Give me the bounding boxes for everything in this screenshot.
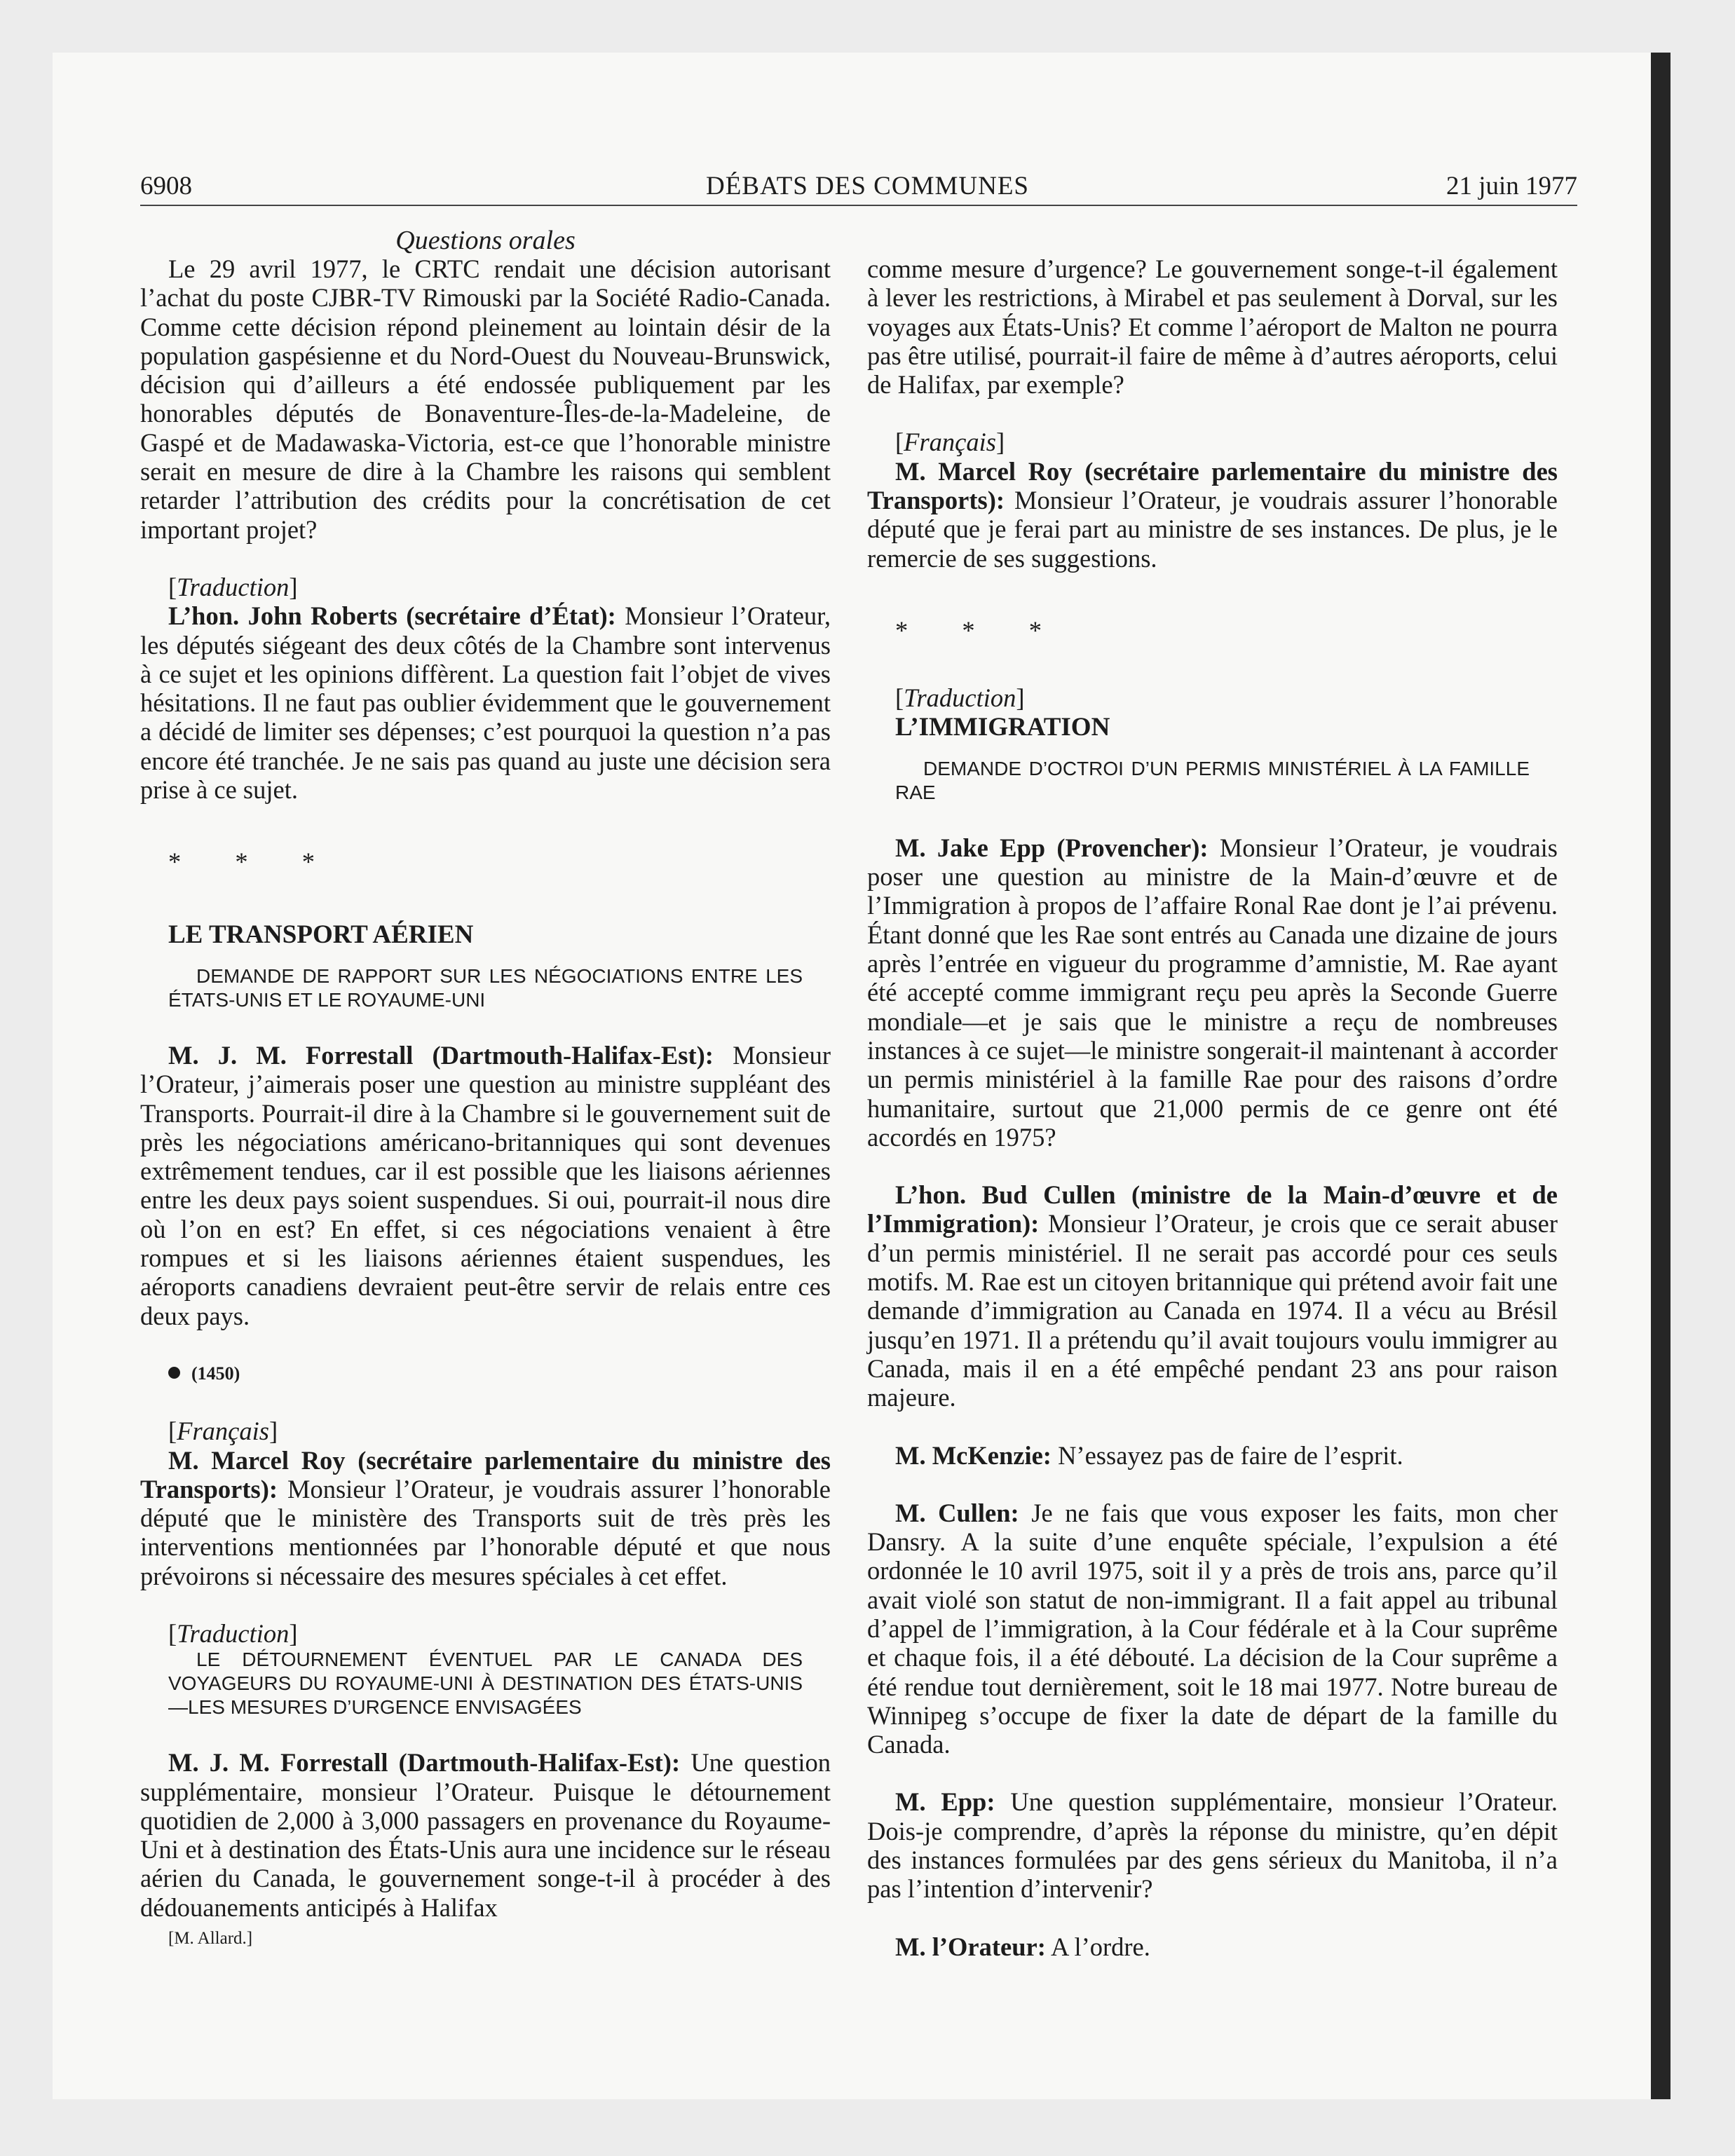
speech: M. J. M. Forrestall (Dartmouth-Halifax-Est): Une question supplémentaire, monsieur l’Orateur. Puisque le détournement quotidien de 2,000 à 3,000 passagers en provenance du Royaume-Uni et à destination des États-Unis aura une incidence sur le réseau aérien du Canada, le gouvernement songe-t-il à procéder à des dédouanements anticipés à Halifax (140, 1748, 831, 1922)
publication-title: DÉBATS DES COMMUNES (705, 172, 1029, 200)
speech: L’hon. John Roberts (secrétaire d’État): Monsieur l’Orateur, les députés siégeant des deux côtés de la Chambre sont intervenus à ce sujet et les opinions diffèrent. La question fait l’objet de vives hésitations. Il ne faut pas oublier évidemment que le gouvernement a décidé de limiter ses dépenses; c’est pourquoi la question n’a pas encore été tranchée. Je ne sais pas quand au juste une décision sera prise à ce sujet. (140, 601, 831, 805)
running-head: Questions orales (395, 226, 576, 255)
paragraph: comme mesure d’urgence? Le gouvernement songe-t-il également à lever les restrictions, à Mirabel et pas seulement à Dorval, sur les voyages aux États-Unis? Et comme l’aéroport de Malton ne pourra pas être utilisé, pourrait-il faire de même à d’autres aéroports, celui de Halifax, par exemple? (867, 254, 1558, 400)
section-separator: * * * (168, 847, 339, 877)
page-edge-shadow (1651, 53, 1671, 2099)
speaker-name: M. Jake Epp (Provencher): (895, 833, 1209, 862)
section-separator: * * * (895, 615, 1066, 645)
issue-date: 21 juin 1977 (1445, 172, 1577, 200)
language-tag: [Traduction] (895, 683, 1025, 713)
section-subheading: DEMANDE DE RAPPORT SUR LES NÉGOCIATIONS ENTRE LES ÉTATS-UNIS ET LE ROYAUME-UNI (168, 964, 803, 1011)
speech: M. l’Orateur: A l’ordre. (895, 1932, 1150, 1961)
paragraph: Le 29 avril 1977, le CRTC rendait une décision autorisant l’achat du poste CJBR-TV Rimouski par la Société Radio-Canada. Comme cette décision répond pleinement au lointain désir de la population gaspésienne et du Nord-Ouest du Nouveau-Brunswick, décision qui d’ailleurs a été endossée publiquement par les honorables députés de Bonaventure-Îles-de-la-Madeleine, de Gaspé et de Madawaska-Victoria, est-ce que l’honorable ministre serait en mesure de dire à la Chambre les raisons qui semblent retarder l’attribution des crédits pour la concrétisation de cet important projet? (140, 254, 831, 544)
speech: M. Jake Epp (Provencher): Monsieur l’Orateur, je voudrais poser une question au ministre de la Main-d’œuvre et de l’Immigration à propos de l’affaire Ronal Rae dont je l’ai prévenu. Étant donné que les Rae sont entrés au Canada une dizaine de jours après l’entrée en vigueur du programme d’amnistie, M. Rae ayant été accepté comme immigrant reçu peu après la Seconde Guerre mondiale—et je sais que le ministre a reçu de nombreuses instances à ce sujet—le ministre songerait-il maintenant à accorder un permis ministériel à la famille Rae pour des raisons d’ordre humanitaire, surtout que 21,000 permis de ce genre ont été accordés en 1975? (867, 833, 1558, 1152)
page-number: 6908 (140, 172, 192, 200)
language-tag: [Traduction] (168, 572, 298, 601)
speech: M. Marcel Roy (secrétaire parlementaire du ministre des Transports): Monsieur l’Orateur, je voudrais assurer l’honorable député que le ministère des Transports suit de très près les interventions mentionnées par l’honorable député et que nous prévoirons si nécessaire des mesures spéciales à cet effet. (140, 1445, 831, 1590)
speech: M. Cullen: Je ne fais que vous exposer les faits, mon cher Dansry. A la suite d’une enquête spéciale, l’expulsion a été ordonnée le 10 avril 1975, soit il y a près de trois ans, parce qu’il avait violé son statut de non-immigrant. Il a fait appel au tribunal d’appel de l’immigration, à la Cour fédérale et à la Cour suprême et chaque fois, il a été débouté. La décision de la Cour suprême a été rendue tout dernièrement, soit le 18 mai 1977. Notre bureau de Winnipeg s’occupe de fixer la date de départ de la famille du Canada. (867, 1498, 1558, 1759)
speaker-name: M. McKenzie: (895, 1440, 1052, 1470)
speech: M. McKenzie: N’essayez pas de faire de l’esprit. (895, 1440, 1403, 1470)
speaker-name: M. J. M. Forrestall (Dartmouth-Halifax-Est): (168, 1040, 714, 1070)
section-subheading: DEMANDE D’OCTROI D’UN PERMIS MINISTÉRIEL À LA FAMILLE RAE (895, 757, 1530, 803)
speaker-name: M. Marcel Roy (secrétaire parlementaire du ministre des Transports): (140, 1445, 831, 1503)
language-tag: [Français] (168, 1417, 278, 1446)
speaker-name: L’hon. John Roberts (secrétaire d’État): (168, 601, 616, 631)
speaker-name: M. Marcel Roy (secrétaire parlementaire du ministre des Transports): (867, 456, 1558, 515)
section-subheading: LE DÉTOURNEMENT ÉVENTUEL PAR LE CANADA DES VOYAGEURS DU ROYAUME-UNI À DESTINATION DES ÉTATS-UNIS—LES MESURES D’URGENCE ENVISAGÉES (168, 1649, 803, 1719)
section-heading: L’IMMIGRATION (895, 712, 1110, 742)
speech: L’hon. Bud Cullen (ministre de la Main-d’œuvre et de l’Immigration): Monsieur l’Orateur, je crois que ce serait abuser d’un permis ministériel. Il ne serait pas accordé pour ces seuls motifs. M. Rae est un citoyen britannique qui prétend avoir fait une demande d’immigration au Canada en 1974. Il a vécu au Brésil jusqu’en 1971. Il a prétendu qu’il avait toujours voulu immigrer au Canada, mais il en a été empêché pendant 23 ans pour raison majeure. (867, 1180, 1558, 1412)
section-heading: LE TRANSPORT AÉRIEN (168, 920, 474, 949)
time-stamp: (1450) (140, 1359, 831, 1388)
left-column (140, 254, 831, 1950)
speaker-name: L’hon. Bud Cullen (ministre de la Main-d’œuvre et de l’Immigration): (867, 1180, 1558, 1239)
footnote: [M. Allard.] (168, 1929, 253, 1949)
language-tag: [Traduction] (168, 1618, 298, 1648)
language-tag: [Français] (895, 428, 1005, 457)
speech: M. J. M. Forrestall (Dartmouth-Halifax-Est): Monsieur l’Orateur, j’aimerais poser une question au ministre suppléant des Transports. Pourrait-il dire à la Chambre si le gouvernement suit de près les négociations américano-britanniques qui sont devenues extrêmement tendues, car il est possible que les liaisons aériennes entre les deux pays soient suspendues. Si oui, pourrait-il nous dire où l’on en est? En effet, si ces négociations venaient à être rompues et si les liaisons aériennes étaient suspendues, les aéroports canadiens devraient peut-être servir de relais entre ces deux pays. (140, 1040, 831, 1330)
header-rule (140, 205, 1577, 206)
speaker-name: M. l’Orateur: (895, 1932, 1046, 1961)
bullet-icon (168, 1367, 180, 1379)
speech: M. Epp: Une question supplémentaire, monsieur l’Orateur. Dois-je comprendre, d’après la réponse du ministre, qu’en dépit des instances formulées par des gens sérieux du Manitoba, il n’a pas l’intention d’intervenir? (867, 1787, 1558, 1904)
right-column (867, 254, 1558, 1961)
speaker-name: M. J. M. Forrestall (Dartmouth-Halifax-Est): (168, 1748, 681, 1778)
speech: M. Marcel Roy (secrétaire parlementaire du ministre des Transports): Monsieur l’Orateur, je voudrais assurer l’honorable député que je ferai part au ministre de ses instances. De plus, je le remercie de ses suggestions. (867, 456, 1558, 573)
speaker-name: M. Epp: (895, 1787, 995, 1817)
speaker-name: M. Cullen: (895, 1498, 1019, 1527)
